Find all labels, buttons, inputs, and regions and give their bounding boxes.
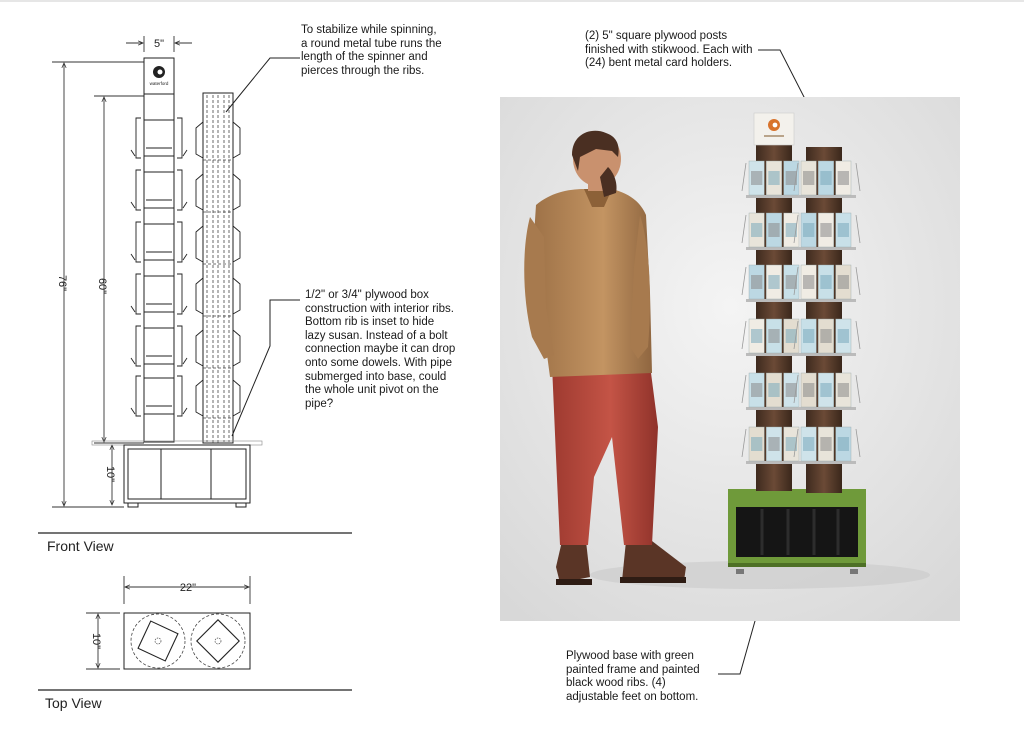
dimension-label-base-width: 22" — [179, 582, 197, 594]
dimension-label-tower-height: 60" — [96, 277, 108, 295]
card-tier — [742, 213, 808, 250]
front-base — [92, 441, 262, 507]
card-tier — [742, 319, 808, 356]
note-metal-tube: To stabilize while spinning, a round metal tube runs the length of the spinner and pierces through the ribs. — [301, 24, 442, 77]
card-tier — [794, 427, 860, 464]
card-tier — [794, 373, 860, 410]
card-tier — [742, 161, 808, 198]
product-rendering — [500, 97, 960, 621]
dimension-label-total-height: 76" — [56, 274, 68, 292]
card-tier — [742, 373, 808, 410]
dimension-label-base-height: 10" — [104, 465, 116, 483]
card-tier — [742, 265, 808, 302]
front-view-label: Front View — [47, 538, 114, 554]
front-tower — [144, 58, 174, 442]
card-tier — [794, 265, 860, 302]
top-view-label: Top View — [45, 695, 102, 711]
card-tier — [742, 427, 808, 464]
note-plywood-box: 1/2" or 3/4" plywood box construction with interior ribs. Bottom rib is inset to hide lazy susan. Instead of a bolt connection maybe it can drop onto some dowels. With pipe submerged into base, could the whole unit pivot on the pipe? — [305, 289, 456, 410]
note-plywood-posts: (2) 5" square plywood posts finished with stikwood. Each with (24) bent metal card holders. — [585, 30, 753, 70]
black-ribs — [736, 507, 858, 557]
dimension-tower-height — [94, 96, 144, 443]
dimension-label-base-depth: 10" — [90, 632, 102, 650]
top-view-drawing — [86, 576, 250, 669]
dimension-label-top-width: 5" — [153, 38, 165, 50]
logo-text: waterford — [149, 81, 169, 86]
card-tier — [794, 319, 860, 356]
card-tier — [794, 213, 860, 250]
card-tier — [794, 161, 860, 198]
note-plywood-base: Plywood base with green painted frame and painted black wood ribs. (4) adjustable feet on bottom. — [566, 650, 700, 703]
